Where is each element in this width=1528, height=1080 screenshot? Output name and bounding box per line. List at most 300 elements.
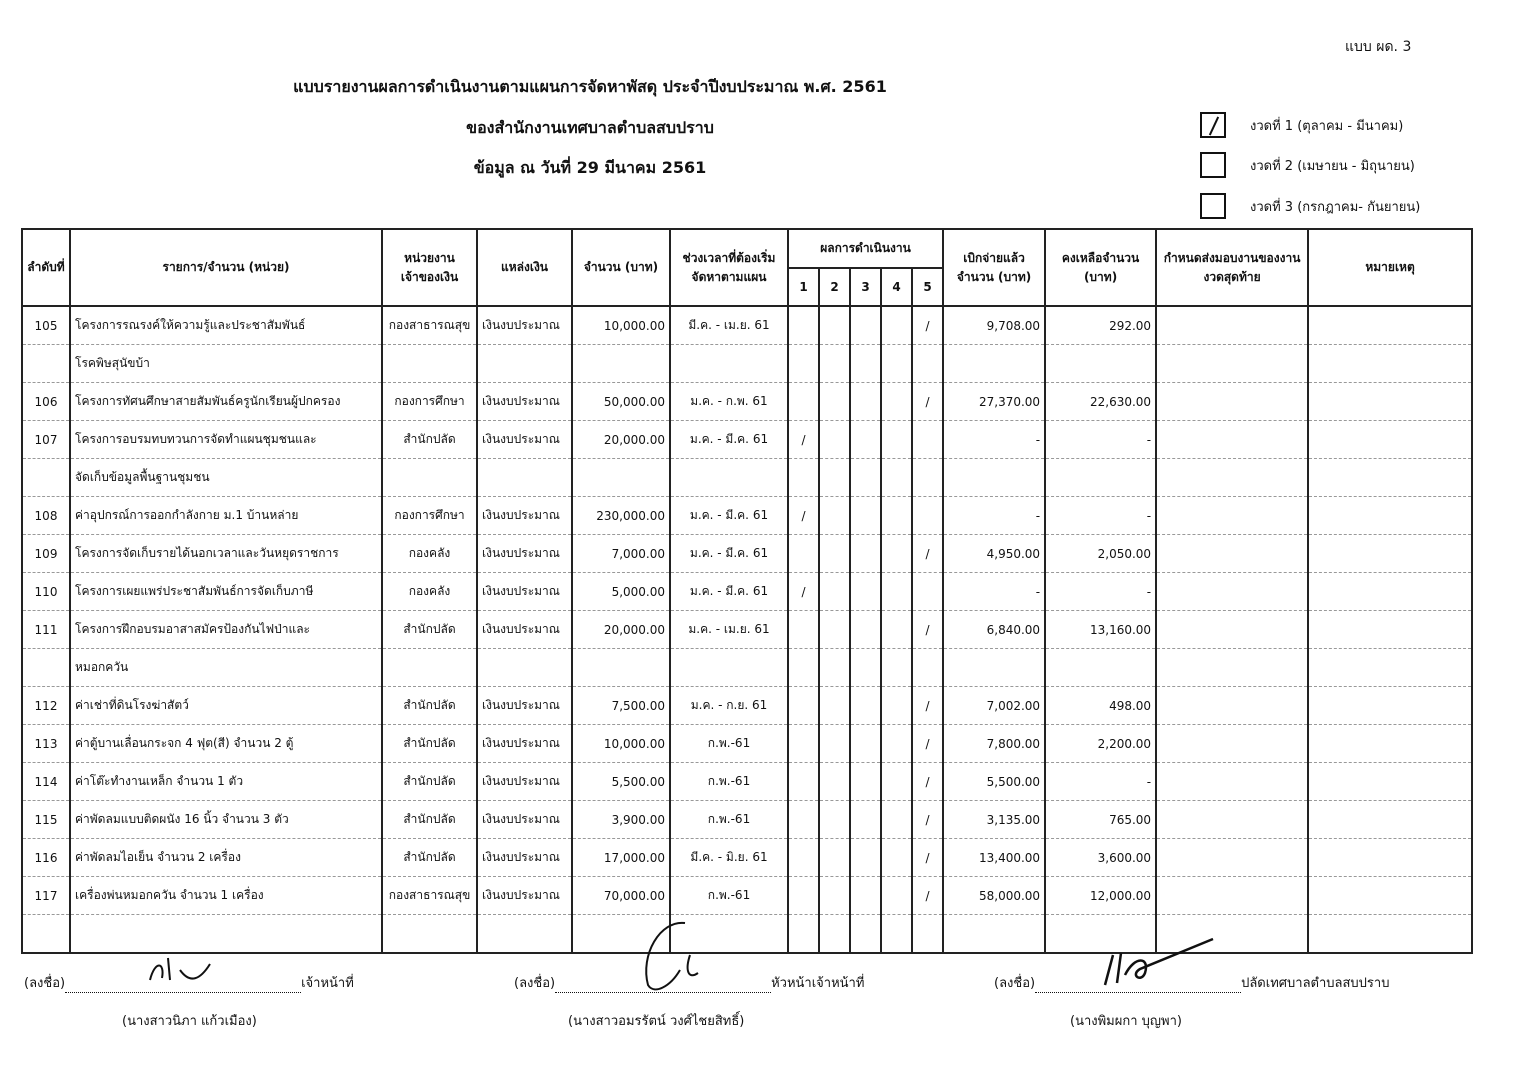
row-period: ม.ค. - มี.ค. 61 bbox=[670, 497, 788, 535]
row-result-2 bbox=[819, 801, 850, 839]
row-deliver bbox=[1156, 725, 1308, 763]
row-result-5 bbox=[912, 915, 943, 954]
row-period: ม.ค. - มี.ค. 61 bbox=[670, 535, 788, 573]
row-result-1 bbox=[788, 801, 819, 839]
header-amount: จำนวน (บาท) bbox=[572, 229, 670, 306]
row-unit bbox=[382, 649, 477, 687]
period-1-label: งวดที่ 1 (ตุลาคม - มีนาคม) bbox=[1250, 118, 1404, 134]
row-result-4 bbox=[881, 383, 912, 421]
row-result-4 bbox=[881, 687, 912, 725]
row-result-4 bbox=[881, 649, 912, 687]
row-no: 115 bbox=[22, 801, 70, 839]
row-result-2 bbox=[819, 459, 850, 497]
row-unit: สำนักปลัด bbox=[382, 421, 477, 459]
checkbox-icon[interactable] bbox=[1200, 152, 1226, 178]
row-deliver bbox=[1156, 421, 1308, 459]
table-row bbox=[22, 611, 1472, 649]
row-deliver bbox=[1156, 801, 1308, 839]
row-result-3 bbox=[850, 611, 881, 649]
row-paid bbox=[943, 649, 1045, 687]
row-amount: 5,000.00 bbox=[572, 573, 670, 611]
row-result-2 bbox=[819, 345, 850, 383]
row-amount: 70,000.00 bbox=[572, 877, 670, 915]
row-result-5: / bbox=[912, 763, 943, 801]
row-result-1 bbox=[788, 649, 819, 687]
row-amount: 20,000.00 bbox=[572, 421, 670, 459]
row-note bbox=[1308, 611, 1472, 649]
row-deliver bbox=[1156, 687, 1308, 725]
header-deliver: กำหนดส่งมอบงานของงานงวดสุดท้าย bbox=[1156, 229, 1308, 306]
row-no: 113 bbox=[22, 725, 70, 763]
row-result-2 bbox=[819, 306, 850, 345]
row-note bbox=[1308, 915, 1472, 954]
row-source: เงินงบประมาณ bbox=[477, 383, 572, 421]
row-no bbox=[22, 649, 70, 687]
header-item: รายการ/จำนวน (หน่วย) bbox=[70, 229, 382, 306]
table-row bbox=[22, 497, 1472, 535]
procurement-table bbox=[21, 228, 1473, 954]
table-row bbox=[22, 421, 1472, 459]
header-note: หมายเหตุ bbox=[1308, 229, 1472, 306]
row-note bbox=[1308, 535, 1472, 573]
row-item bbox=[70, 915, 382, 954]
row-period: ก.พ.-61 bbox=[670, 763, 788, 801]
table-row bbox=[22, 459, 1472, 497]
row-unit: กองการศึกษา bbox=[382, 383, 477, 421]
checkbox-icon[interactable] bbox=[1200, 193, 1226, 219]
row-source bbox=[477, 649, 572, 687]
row-result-3 bbox=[850, 763, 881, 801]
row-source: เงินงบประมาณ bbox=[477, 611, 572, 649]
row-item: ค่าตู้บานเลื่อนกระจก 4 ฟุต(สี) จำนวน 2 ตู้ bbox=[70, 725, 382, 763]
signature-prefix: (ลงชื่อ) bbox=[994, 976, 1036, 991]
row-item: โรคพิษสุนัขบ้า bbox=[70, 345, 382, 383]
row-paid bbox=[943, 345, 1045, 383]
row-result-4 bbox=[881, 573, 912, 611]
row-deliver bbox=[1156, 839, 1308, 877]
row-result-2 bbox=[819, 573, 850, 611]
row-result-1 bbox=[788, 535, 819, 573]
row-result-2 bbox=[819, 535, 850, 573]
signature-2-name: (นางสาวอมรรัตน์ วงศ์ไชยสิทธิ์) bbox=[568, 1014, 745, 1029]
row-source bbox=[477, 345, 572, 383]
row-result-5 bbox=[912, 459, 943, 497]
row-remain: - bbox=[1045, 763, 1156, 801]
signature-role: ปลัดเทศบาลตำบลสบปราบ bbox=[1241, 976, 1390, 991]
signature-prefix: (ลงชื่อ) bbox=[24, 976, 66, 991]
row-item: ค่าอุปกรณ์การออกกำลังกาย ม.1 บ้านหล่าย bbox=[70, 497, 382, 535]
row-remain: - bbox=[1045, 497, 1156, 535]
row-note bbox=[1308, 649, 1472, 687]
row-result-5 bbox=[912, 497, 943, 535]
row-result-5: / bbox=[912, 839, 943, 877]
row-period: ม.ค. - เม.ย. 61 bbox=[670, 611, 788, 649]
row-paid: 13,400.00 bbox=[943, 839, 1045, 877]
row-period: ก.พ.-61 bbox=[670, 877, 788, 915]
row-amount: 10,000.00 bbox=[572, 725, 670, 763]
row-remain: 22,630.00 bbox=[1045, 383, 1156, 421]
row-remain: - bbox=[1045, 573, 1156, 611]
row-remain: - bbox=[1045, 421, 1156, 459]
table-row bbox=[22, 915, 1472, 954]
row-remain: 292.00 bbox=[1045, 306, 1156, 345]
row-result-2 bbox=[819, 611, 850, 649]
row-unit: กองคลัง bbox=[382, 573, 477, 611]
row-paid: - bbox=[943, 497, 1045, 535]
row-period: ม.ค. - มี.ค. 61 bbox=[670, 573, 788, 611]
row-amount: 20,000.00 bbox=[572, 611, 670, 649]
row-result-1: / bbox=[788, 421, 819, 459]
row-no: 109 bbox=[22, 535, 70, 573]
row-note bbox=[1308, 306, 1472, 345]
row-result-4 bbox=[881, 611, 912, 649]
table-row bbox=[22, 535, 1472, 573]
row-result-3 bbox=[850, 573, 881, 611]
row-paid: 9,708.00 bbox=[943, 306, 1045, 345]
row-item: ค่าโต๊ะทำงานเหล็ก จำนวน 1 ตัว bbox=[70, 763, 382, 801]
header-r3: 3 bbox=[850, 268, 881, 306]
row-deliver bbox=[1156, 497, 1308, 535]
row-result-1 bbox=[788, 306, 819, 345]
row-result-1 bbox=[788, 687, 819, 725]
row-paid: 7,002.00 bbox=[943, 687, 1045, 725]
row-remain: 12,000.00 bbox=[1045, 877, 1156, 915]
header-paid: เบิกจ่ายแล้วจำนวน (บาท) bbox=[943, 229, 1045, 306]
row-no bbox=[22, 345, 70, 383]
row-period: มี.ค. - มิ.ย. 61 bbox=[670, 839, 788, 877]
row-result-5: / bbox=[912, 306, 943, 345]
handwritten-signature-1 bbox=[140, 950, 230, 990]
row-source: เงินงบประมาณ bbox=[477, 497, 572, 535]
row-unit bbox=[382, 915, 477, 954]
checkbox-checked-icon[interactable] bbox=[1200, 112, 1226, 138]
row-item: โครงการเผยแพร่ประชาสัมพันธ์การจัดเก็บภาษี bbox=[70, 573, 382, 611]
header-r4: 4 bbox=[881, 268, 912, 306]
table-row bbox=[22, 649, 1472, 687]
row-result-5: / bbox=[912, 611, 943, 649]
row-note bbox=[1308, 687, 1472, 725]
row-source bbox=[477, 459, 572, 497]
row-result-5: / bbox=[912, 877, 943, 915]
row-remain bbox=[1045, 459, 1156, 497]
table-row bbox=[22, 877, 1472, 915]
row-paid: 27,370.00 bbox=[943, 383, 1045, 421]
row-remain: 2,050.00 bbox=[1045, 535, 1156, 573]
signature-role: หัวหน้าเจ้าหน้าที่ bbox=[771, 976, 865, 991]
row-note bbox=[1308, 345, 1472, 383]
row-no: 116 bbox=[22, 839, 70, 877]
row-source bbox=[477, 915, 572, 954]
signature-1-name: (นางสาวนิภา แก้วเมือง) bbox=[122, 1014, 257, 1029]
row-period: ม.ค. - ก.พ. 61 bbox=[670, 383, 788, 421]
handwritten-signature-3 bbox=[1095, 935, 1225, 995]
row-result-4 bbox=[881, 915, 912, 954]
row-result-3 bbox=[850, 725, 881, 763]
row-remain: 498.00 bbox=[1045, 687, 1156, 725]
row-no: 105 bbox=[22, 306, 70, 345]
row-result-3 bbox=[850, 801, 881, 839]
row-result-4 bbox=[881, 345, 912, 383]
table-row bbox=[22, 763, 1472, 801]
row-deliver bbox=[1156, 573, 1308, 611]
table-row bbox=[22, 801, 1472, 839]
signature-role: เจ้าหน้าที่ bbox=[301, 976, 354, 991]
row-remain: 3,600.00 bbox=[1045, 839, 1156, 877]
row-unit: สำนักปลัด bbox=[382, 801, 477, 839]
row-result-2 bbox=[819, 915, 850, 954]
table-row bbox=[22, 345, 1472, 383]
period-2-label: งวดที่ 2 (เมษายน - มิถุนายน) bbox=[1250, 158, 1415, 174]
row-unit: กองสาธารณสุข bbox=[382, 877, 477, 915]
row-paid: - bbox=[943, 421, 1045, 459]
row-result-3 bbox=[850, 306, 881, 345]
row-amount bbox=[572, 459, 670, 497]
row-result-2 bbox=[819, 877, 850, 915]
row-result-4 bbox=[881, 459, 912, 497]
row-result-5: / bbox=[912, 383, 943, 421]
row-no: 106 bbox=[22, 383, 70, 421]
row-remain bbox=[1045, 649, 1156, 687]
row-result-3 bbox=[850, 649, 881, 687]
row-amount: 230,000.00 bbox=[572, 497, 670, 535]
row-period bbox=[670, 459, 788, 497]
row-source: เงินงบประมาณ bbox=[477, 801, 572, 839]
row-amount bbox=[572, 345, 670, 383]
table-row bbox=[22, 687, 1472, 725]
row-source: เงินงบประมาณ bbox=[477, 687, 572, 725]
row-note bbox=[1308, 421, 1472, 459]
row-deliver bbox=[1156, 611, 1308, 649]
row-unit: สำนักปลัด bbox=[382, 725, 477, 763]
row-amount: 5,500.00 bbox=[572, 763, 670, 801]
row-result-1 bbox=[788, 345, 819, 383]
row-remain: 765.00 bbox=[1045, 801, 1156, 839]
table-row bbox=[22, 573, 1472, 611]
row-deliver bbox=[1156, 649, 1308, 687]
row-result-2 bbox=[819, 497, 850, 535]
report-title: แบบรายงานผลการดำเนินงานตามแผนการจัดหาพัสดุ ประจำปีงบประมาณ พ.ศ. 2561 bbox=[293, 77, 887, 96]
row-source: เงินงบประมาณ bbox=[477, 725, 572, 763]
row-source: เงินงบประมาณ bbox=[477, 839, 572, 877]
row-result-5 bbox=[912, 345, 943, 383]
row-item: โครงการรณรงค์ให้ความรู้และประชาสัมพันธ์ bbox=[70, 306, 382, 345]
header-remain: คงเหลือจำนวน (บาท) bbox=[1045, 229, 1156, 306]
report-date: ข้อมูล ณ วันที่ 29 มีนาคม 2561 bbox=[473, 158, 707, 177]
row-result-1 bbox=[788, 877, 819, 915]
row-result-3 bbox=[850, 877, 881, 915]
row-deliver bbox=[1156, 535, 1308, 573]
row-paid bbox=[943, 915, 1045, 954]
row-result-5: / bbox=[912, 725, 943, 763]
row-unit: สำนักปลัด bbox=[382, 611, 477, 649]
row-result-1 bbox=[788, 915, 819, 954]
period-2[interactable] bbox=[1200, 152, 1415, 178]
row-result-1: / bbox=[788, 573, 819, 611]
row-result-4 bbox=[881, 763, 912, 801]
row-result-3 bbox=[850, 497, 881, 535]
row-result-1 bbox=[788, 763, 819, 801]
row-result-3 bbox=[850, 345, 881, 383]
row-no: 117 bbox=[22, 877, 70, 915]
table-row bbox=[22, 839, 1472, 877]
row-result-4 bbox=[881, 801, 912, 839]
row-result-4 bbox=[881, 877, 912, 915]
row-no: 108 bbox=[22, 497, 70, 535]
row-amount: 3,900.00 bbox=[572, 801, 670, 839]
header-source: แหล่งเงิน bbox=[477, 229, 572, 306]
row-deliver bbox=[1156, 306, 1308, 345]
row-note bbox=[1308, 497, 1472, 535]
row-period bbox=[670, 345, 788, 383]
row-unit: สำนักปลัด bbox=[382, 687, 477, 725]
row-source: เงินงบประมาณ bbox=[477, 535, 572, 573]
row-result-4 bbox=[881, 725, 912, 763]
row-result-2 bbox=[819, 839, 850, 877]
row-result-2 bbox=[819, 725, 850, 763]
row-paid: 7,800.00 bbox=[943, 725, 1045, 763]
row-deliver bbox=[1156, 345, 1308, 383]
row-deliver bbox=[1156, 383, 1308, 421]
row-source: เงินงบประมาณ bbox=[477, 763, 572, 801]
row-period: ก.พ.-61 bbox=[670, 725, 788, 763]
row-note bbox=[1308, 383, 1472, 421]
row-result-3 bbox=[850, 915, 881, 954]
row-amount: 7,000.00 bbox=[572, 535, 670, 573]
row-item: โครงการฝึกอบรมอาสาสมัครป้องกันไฟป่าและ bbox=[70, 611, 382, 649]
row-source: เงินงบประมาณ bbox=[477, 573, 572, 611]
row-period bbox=[670, 649, 788, 687]
row-unit: สำนักปลัด bbox=[382, 763, 477, 801]
row-result-4 bbox=[881, 421, 912, 459]
row-paid: 58,000.00 bbox=[943, 877, 1045, 915]
row-period: ก.พ.-61 bbox=[670, 801, 788, 839]
row-period: ม.ค. - ก.ย. 61 bbox=[670, 687, 788, 725]
row-item: ค่าพัดลมไอเย็น จำนวน 2 เครื่อง bbox=[70, 839, 382, 877]
row-no: 112 bbox=[22, 687, 70, 725]
handwritten-signature-2 bbox=[630, 915, 720, 1000]
row-unit bbox=[382, 459, 477, 497]
row-result-5 bbox=[912, 573, 943, 611]
row-amount: 50,000.00 bbox=[572, 383, 670, 421]
header-period: ช่วงเวลาที่ต้องเริ่มจัดหาตามแผน bbox=[670, 229, 788, 306]
row-result-1 bbox=[788, 725, 819, 763]
row-result-3 bbox=[850, 535, 881, 573]
row-unit: สำนักปลัด bbox=[382, 839, 477, 877]
row-note bbox=[1308, 877, 1472, 915]
report-office: ของสำนักงานเทศบาลตำบลสบปราบ bbox=[466, 118, 714, 137]
row-item: โครงการอบรมทบทวนการจัดทำแผนชุมชนและ bbox=[70, 421, 382, 459]
row-paid: 4,950.00 bbox=[943, 535, 1045, 573]
row-result-3 bbox=[850, 383, 881, 421]
row-note bbox=[1308, 801, 1472, 839]
row-result-1: / bbox=[788, 497, 819, 535]
row-unit: กองการศึกษา bbox=[382, 497, 477, 535]
row-no bbox=[22, 459, 70, 497]
header-r2: 2 bbox=[819, 268, 850, 306]
row-item: เครื่องพ่นหมอกควัน จำนวน 1 เครื่อง bbox=[70, 877, 382, 915]
row-result-3 bbox=[850, 459, 881, 497]
row-note bbox=[1308, 725, 1472, 763]
signature-3-name: (นางพิมผกา บุญพา) bbox=[1070, 1014, 1182, 1029]
row-amount bbox=[572, 649, 670, 687]
row-result-5: / bbox=[912, 535, 943, 573]
table-row bbox=[22, 306, 1472, 345]
row-result-5 bbox=[912, 649, 943, 687]
signature-prefix: (ลงชื่อ) bbox=[514, 976, 556, 991]
row-note bbox=[1308, 573, 1472, 611]
row-item: ค่าพัดลมแบบติดผนัง 16 นิ้ว จำนวน 3 ตัว bbox=[70, 801, 382, 839]
row-no: 110 bbox=[22, 573, 70, 611]
row-source: เงินงบประมาณ bbox=[477, 306, 572, 345]
row-result-4 bbox=[881, 497, 912, 535]
header-r1: 1 bbox=[788, 268, 819, 306]
row-item: จัดเก็บข้อมูลพื้นฐานชุมชน bbox=[70, 459, 382, 497]
row-item: หมอกควัน bbox=[70, 649, 382, 687]
row-result-3 bbox=[850, 839, 881, 877]
row-note bbox=[1308, 763, 1472, 801]
row-item: ค่าเช่าที่ดินโรงฆ่าสัตว์ bbox=[70, 687, 382, 725]
row-paid: - bbox=[943, 573, 1045, 611]
row-note bbox=[1308, 839, 1472, 877]
row-item: โครงการจัดเก็บรายได้นอกเวลาและวันหยุดราชการ bbox=[70, 535, 382, 573]
row-deliver bbox=[1156, 877, 1308, 915]
row-deliver bbox=[1156, 459, 1308, 497]
row-result-4 bbox=[881, 839, 912, 877]
period-3[interactable] bbox=[1200, 193, 1420, 219]
row-unit: กองสาธารณสุข bbox=[382, 306, 477, 345]
row-result-2 bbox=[819, 687, 850, 725]
row-amount: 17,000.00 bbox=[572, 839, 670, 877]
row-result-2 bbox=[819, 421, 850, 459]
row-amount: 10,000.00 bbox=[572, 306, 670, 345]
row-amount: 7,500.00 bbox=[572, 687, 670, 725]
row-no: 111 bbox=[22, 611, 70, 649]
row-result-5: / bbox=[912, 801, 943, 839]
row-result-2 bbox=[819, 763, 850, 801]
row-deliver bbox=[1156, 763, 1308, 801]
form-code: แบบ ผด. 3 bbox=[1345, 39, 1412, 55]
row-result-1 bbox=[788, 459, 819, 497]
period-1[interactable] bbox=[1200, 112, 1403, 138]
row-result-3 bbox=[850, 421, 881, 459]
row-remain: 13,160.00 bbox=[1045, 611, 1156, 649]
row-source: เงินงบประมาณ bbox=[477, 877, 572, 915]
table-row bbox=[22, 383, 1472, 421]
row-remain: 2,200.00 bbox=[1045, 725, 1156, 763]
row-paid: 3,135.00 bbox=[943, 801, 1045, 839]
header-result: ผลการดำเนินงาน bbox=[788, 229, 943, 268]
row-no bbox=[22, 915, 70, 954]
row-no: 107 bbox=[22, 421, 70, 459]
row-source: เงินงบประมาณ bbox=[477, 421, 572, 459]
row-unit: กองคลัง bbox=[382, 535, 477, 573]
row-paid: 6,840.00 bbox=[943, 611, 1045, 649]
row-unit bbox=[382, 345, 477, 383]
row-note bbox=[1308, 459, 1472, 497]
row-paid: 5,500.00 bbox=[943, 763, 1045, 801]
header-unit: หน่วยงานเจ้าของเงิน bbox=[382, 229, 477, 306]
header-no: ลำดับที่ bbox=[22, 229, 70, 306]
row-result-5 bbox=[912, 421, 943, 459]
header-r5: 5 bbox=[912, 268, 943, 306]
row-result-3 bbox=[850, 687, 881, 725]
table-row bbox=[22, 725, 1472, 763]
row-result-1 bbox=[788, 839, 819, 877]
period-3-label: งวดที่ 3 (กรกฎาคม- กันยายน) bbox=[1250, 199, 1421, 215]
row-no: 114 bbox=[22, 763, 70, 801]
row-result-4 bbox=[881, 306, 912, 345]
row-result-4 bbox=[881, 535, 912, 573]
